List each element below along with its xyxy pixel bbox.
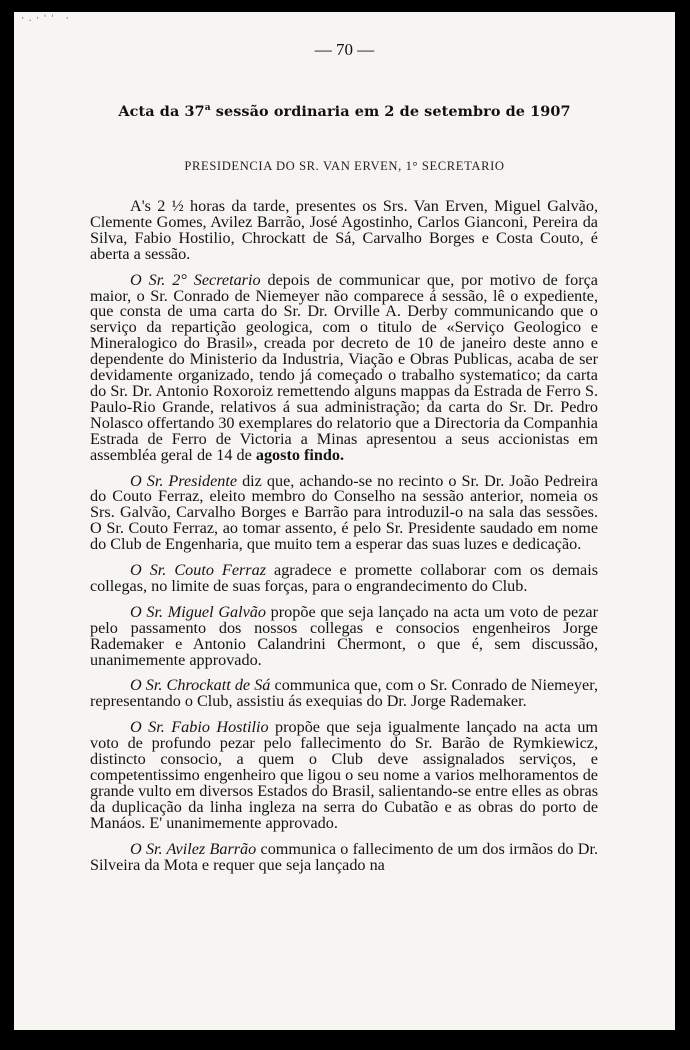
- paragraph-text: depois de communicar que, por motivo de força maior, o Sr. Conrado de Niemeyer não comparece á sessão, lê o expediente, que consta de uma carta do Sr. Dr. Orville A. Derby communicando que o serviço da repartição geologica, com o titulo de «Serviço Geologico e Mineralogico do Brasil», creada por decreto de 10 de janeiro deste anno e dependente do Ministerio da Industria, Viação e Obras Publicas, acaba de ser devidamente organizado, tendo já começado o trabalho systematico; da carta do Sr. Dr. Antonio Roxoroiz remettendo alguns mappas da Estrada de Ferro S. Paulo-Rio Grande, relativos á sua administração; da carta do Sr. Dr. Pedro Nolasco offertando 30 exemplares do relatorio que a Directoria da Companhia Estrada de Ferro de Victoria a Minas apresentou a seus accionistas em assembléa geral de 14 de: [90, 270, 598, 464]
- scan-specks: ·.·'' ·: [20, 14, 72, 24]
- paragraph-opening: A's 2 ½ horas da tarde, presentes os Srs. Van Erven, Miguel Galvão, Clemente Gomes, Avilez Barrão, José Agostinho, Carlos Gianconi, Pereira da Silva, Fabio Hostilio, Chrockatt de Sá, Carvalho Borges e Costa Couto, é aberta a sessão.: [90, 197, 598, 263]
- minutes-title: [14, 103, 675, 120]
- paragraph-text: propõe que seja igualmente lançado na acta um voto de profundo pezar pelo fallecimento do Sr. Barão de Rymkiewicz, distincto consocio, a quem o Club deve assignalados serviços, e competentissimo engenheiro que ligou o seu nome a varios melhoramentos de grande vulto em diversos Estados do Brasil, salientando-se entre elles as obras da duplicação da linha ingleza na serra do Cubatão e as obras do porto de Manáos. E' unanimemente approvado.: [90, 718, 599, 832]
- paragraph-text: agradece e promette collaborar com os demais collegas, no limite de suas forças, para o engrandecimento do Club.: [90, 561, 598, 595]
- minutes-body: [90, 199, 598, 883]
- title-main: Acta da 37: [118, 103, 205, 120]
- paragraph-couto-ferraz: [90, 563, 598, 595]
- paragraph-text: propõe que seja lançado na acta um voto de pezar pelo passamento dos nossos collegas e consocios engenheiros Jorge Rademaker e Antonio Calandrini Chermont, o que é, sem discussão, unanimemente approvado.: [90, 602, 598, 669]
- paragraph-text: communica o fallecimento de um dos irmãos do Dr. Silveira da Mota e requer que seja lançado na: [90, 839, 599, 874]
- speaker-avilez-barrao: O Sr. Avilez Barrão: [130, 839, 257, 858]
- paragraph-text: diz que, achando-se no recinto o Sr. Dr. João Pedreira do Couto Ferraz, eleito membro do Conselho na sessão anterior, nomeia os Srs. Galvão, Carvalho Borges e Barrão para introduzil-o na sala das sessões. O Sr. Couto Ferraz, ao tomar assento, é pelo Sr. Presidente saudado em nome do Club de Engenharia, que muito tem a esperar das suas luzes e dedicação.: [90, 471, 598, 554]
- paragraph-secretary: [90, 270, 598, 464]
- paragraph-avilez-barrao: [90, 839, 599, 874]
- speaker-secretary: O Sr. 2° Secretario: [130, 270, 261, 289]
- paragraph-text: communica que, com o Sr. Conrado de Niemeyer, representando o Club, assistiu ás exequias do Dr. Jorge Rademaker.: [90, 676, 598, 711]
- paragraph-chrockatt: [90, 678, 598, 710]
- page-number: — 70 —: [314, 40, 375, 59]
- paragraph-miguel-galvao: [90, 602, 598, 669]
- speaker-chrockatt: O Sr. Chrockatt de Sá: [130, 676, 271, 695]
- title-superscript: a: [204, 103, 211, 114]
- speaker-fabio-hostilio: O Sr. Fabio Hostilio: [130, 718, 269, 737]
- paragraph-tail: agosto findo.: [255, 445, 345, 464]
- title-rest: sessão ordinaria em 2 de setembro de 1907: [210, 103, 571, 120]
- presidency-line: PRESIDENCIA DO SR. VAN ERVEN, 1° SECRETARIO: [184, 159, 505, 173]
- document-page: [14, 12, 675, 1030]
- paragraph-fabio-hostilio: [90, 720, 598, 831]
- speaker-miguel-galvao: O Sr. Miguel Galvão: [130, 602, 266, 621]
- speaker-president: O Sr. Presidente: [130, 471, 238, 490]
- paragraph-president: [90, 471, 598, 554]
- speaker-couto-ferraz: O Sr. Couto Ferraz: [130, 561, 266, 580]
